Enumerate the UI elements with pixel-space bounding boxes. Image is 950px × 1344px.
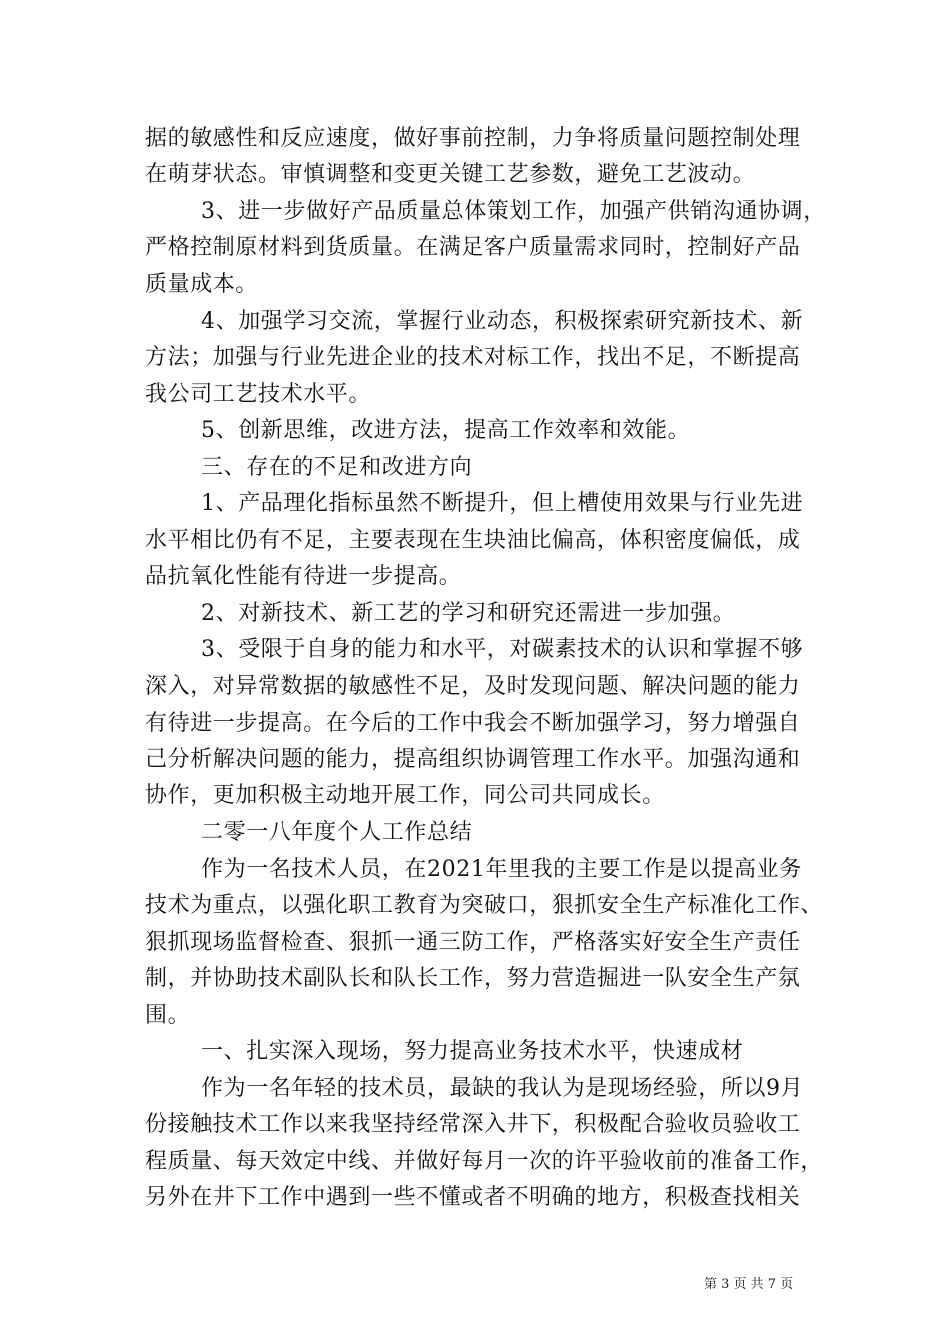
text-line: 据的敏感性和反应速度，做好事前控制，力争将质量问题控制处理	[145, 126, 801, 151]
text-line: 品抗氧化性能有待进一步提高。	[145, 564, 462, 589]
text-line: 程质量、每天效定中线、并做好每月一次的许平验收前的准备工作，	[145, 1149, 824, 1174]
text-line: 技术为重点，以强化职工教育为突破口，狠抓安全生产标准化工作、	[145, 893, 824, 918]
document-title: 二零一八年度个人工作总结	[201, 820, 473, 845]
text-line: 方法；加强与行业先进企业的技术对标工作，找出不足，不断提高	[145, 345, 801, 370]
text-line: 份接触技术工作以来我坚持经常深入井下，积极配合验收员验收工	[145, 1112, 801, 1137]
text-line: 协作，更加积极主动地开展工作，同公司共同成长。	[145, 783, 665, 808]
text-line: 制，并协助技术副队长和队长工作，努力营造掘进一队安全生产氛	[145, 966, 801, 991]
text-line: 有待进一步提高。在今后的工作中我会不断加强学习，努力增强自	[145, 711, 801, 736]
text-line: 4、加强学习交流，掌握行业动态，积极探索研究新技术、新	[201, 309, 804, 334]
text-line: 5、创新思维，改进方法，提高工作效率和效能。	[201, 418, 691, 443]
text-line: 另外在井下工作中遇到一些不懂或者不明确的地方，积极查找相关	[145, 1185, 801, 1210]
text-line: 我公司工艺技术水平。	[145, 382, 372, 407]
section-heading: 一、扎实深入现场，努力提高业务技术水平，快速成材	[201, 1039, 744, 1064]
text-line: 1、产品理化指标虽然不断提升，但上槽使用效果与行业先进	[201, 491, 804, 516]
section-heading: 三、存在的不足和改进方向	[201, 455, 473, 480]
text-line: 深入，对异常数据的敏感性不足，及时发现问题、解决问题的能力	[145, 674, 801, 699]
text-line: 围。	[145, 1003, 191, 1028]
page-number: 第 3 页 共 7 页	[704, 1277, 794, 1292]
text-line: 在萌芽状态。审慎调整和变更关键工艺参数，避免工艺波动。	[145, 162, 756, 187]
text-line: 严格控制原材料到货质量。在满足客户质量需求同时，控制好产品	[145, 235, 801, 260]
text-line: 质量成本。	[145, 272, 259, 297]
text-line: 3、受限于自身的能力和水平，对碳素技术的认识和掌握不够	[201, 637, 804, 662]
text-line: 己分析解决问题的能力，提高组织协调管理工作水平。加强沟通和	[145, 747, 801, 772]
text-line: 作为一名技术人员，在2021年里我的主要工作是以提高业务	[201, 857, 802, 882]
text-line: 3、进一步做好产品质量总体策划工作，加强产供销沟通协调，	[201, 199, 826, 224]
text-line: 水平相比仍有不足，主要表现在生块油比偏高，体积密度偏低，成	[145, 528, 801, 553]
text-line: 狠抓现场监督检查、狠抓一通三防工作，严格落实好安全生产责任	[145, 930, 801, 955]
text-line: 作为一名年轻的技术员，最缺的我认为是现场经验，所以9月	[201, 1076, 804, 1101]
text-line: 2、对新技术、新工艺的学习和研究还需进一步加强。	[201, 601, 736, 626]
